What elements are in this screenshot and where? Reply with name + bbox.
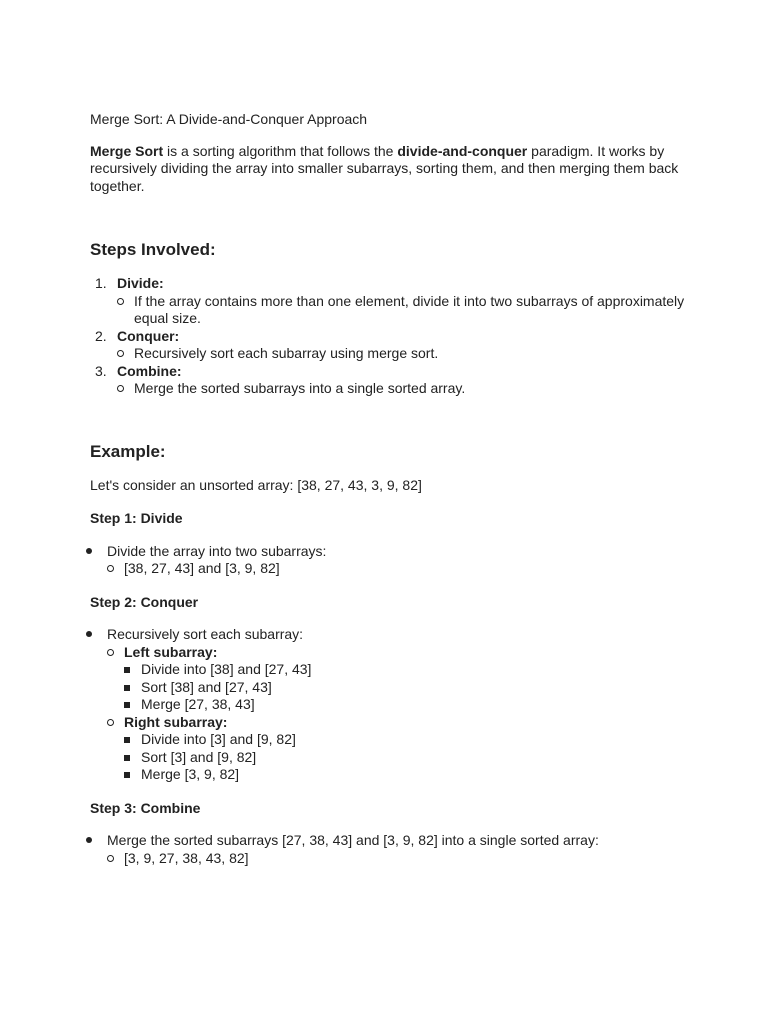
- list-item: [90, 543, 690, 578]
- square-bullet-icon: [124, 702, 130, 708]
- disc-bullet-icon: [86, 631, 92, 637]
- step1-list: [90, 543, 690, 578]
- sub-list: [107, 644, 690, 784]
- step1-heading: Step 1: Divide: [90, 510, 183, 526]
- list-item-text: Divide the array into two subarrays:: [107, 542, 327, 559]
- list-item-text: [38, 27, 43] and [3, 9, 82]: [124, 560, 280, 576]
- left-subarray-label: Left subarray:: [124, 643, 218, 660]
- list-item-text: [3, 9, 27, 38, 43, 82]: [124, 849, 249, 866]
- sub-list: [107, 560, 690, 578]
- circle-bullet-icon: [107, 855, 114, 862]
- intro-paragraph: [90, 143, 690, 196]
- list-item-text: Divide into [38] and [27, 43]: [141, 661, 312, 677]
- list-item: [124, 766, 690, 784]
- list-item-text: Recursively sort each subarray:: [107, 626, 304, 642]
- circle-bullet-icon: [107, 719, 114, 726]
- sub-list: [107, 850, 690, 868]
- step-detail-text: Merge the sorted subarrays into a single sorted array.: [134, 380, 466, 396]
- list-item: [124, 696, 690, 714]
- step-label: Conquer:: [117, 327, 180, 344]
- circle-bullet-icon: [107, 565, 114, 572]
- intro-text-2: paradigm. It works by recursively dividing the array into smaller subarrays, sorting them, and then merging them back together.: [90, 142, 679, 194]
- step-label: Divide:: [117, 275, 164, 291]
- square-bullet-icon: [124, 737, 130, 743]
- left-subarray-item: [107, 644, 690, 714]
- right-subarray-label: Right subarray:: [124, 713, 228, 730]
- step-detail-text: If the array contains more than one element, divide it into two subarrays of approximately equal size.: [134, 292, 685, 326]
- step-item-combine: [90, 363, 690, 398]
- step2-heading: Step 2: Conquer: [90, 593, 199, 610]
- steps-list: [90, 275, 690, 398]
- circle-bullet-icon: [117, 350, 124, 357]
- step-detail: [117, 293, 690, 328]
- step-item-divide: [90, 275, 690, 328]
- circle-bullet-icon: [107, 649, 114, 656]
- example-intro: Let's consider an unsorted array: [38, 27, 43, 3, 9, 82]: [90, 476, 422, 493]
- left-subarray-steps: [124, 661, 690, 714]
- list-item-text: Sort [38] and [27, 43]: [141, 678, 272, 695]
- square-bullet-icon: [124, 667, 130, 673]
- intro-term: Merge Sort: [90, 142, 164, 159]
- document-title: Merge Sort: A Divide-and-Conquer Approach: [90, 111, 368, 127]
- example-heading: Example:: [90, 441, 166, 461]
- step-label: Combine:: [117, 362, 182, 379]
- square-bullet-icon: [124, 755, 130, 761]
- right-subarray-item: [107, 714, 690, 784]
- list-item: [107, 560, 690, 578]
- list-item-text: Divide into [3] and [9, 82]: [141, 731, 296, 747]
- document-page: [90, 111, 690, 867]
- step-detail: [117, 345, 690, 363]
- list-item: [124, 661, 690, 679]
- step2-list: [90, 626, 690, 784]
- intro-text-1: is a sorting algorithm that follows the: [163, 142, 398, 159]
- disc-bullet-icon: [86, 837, 92, 843]
- list-item: [107, 850, 690, 868]
- step-detail-list: [117, 345, 690, 363]
- list-item: [124, 731, 690, 749]
- list-item-text: Merge the sorted subarrays [27, 38, 43] and [3, 9, 82] into a single sorted array:: [107, 832, 599, 848]
- step-number: 2.: [95, 327, 107, 344]
- right-subarray-steps: [124, 731, 690, 784]
- step-detail-text: Recursively sort each subarray using merge sort.: [134, 345, 439, 361]
- steps-heading: Steps Involved:: [90, 240, 216, 259]
- list-item: [90, 832, 690, 867]
- list-item: [90, 626, 690, 784]
- step-number: 1.: [95, 275, 107, 291]
- list-item-text: Sort [3] and [9, 82]: [141, 748, 257, 765]
- step-detail-list: [117, 380, 690, 398]
- step-number: 3.: [95, 362, 107, 379]
- step-detail: [117, 380, 690, 398]
- square-bullet-icon: [124, 772, 130, 778]
- intro-emphasis: divide-and-conquer: [397, 142, 528, 159]
- step3-heading: Step 3: Combine: [90, 799, 201, 816]
- list-item: [124, 679, 690, 697]
- list-item-text: Merge [27, 38, 43]: [141, 696, 255, 712]
- square-bullet-icon: [124, 685, 130, 691]
- circle-bullet-icon: [117, 385, 124, 392]
- list-item: [124, 749, 690, 767]
- circle-bullet-icon: [117, 298, 124, 305]
- step-detail-list: [117, 293, 690, 328]
- disc-bullet-icon: [86, 548, 92, 554]
- list-item-text: Merge [3, 9, 82]: [141, 766, 240, 782]
- step3-list: [90, 832, 690, 867]
- step-item-conquer: [90, 328, 690, 363]
